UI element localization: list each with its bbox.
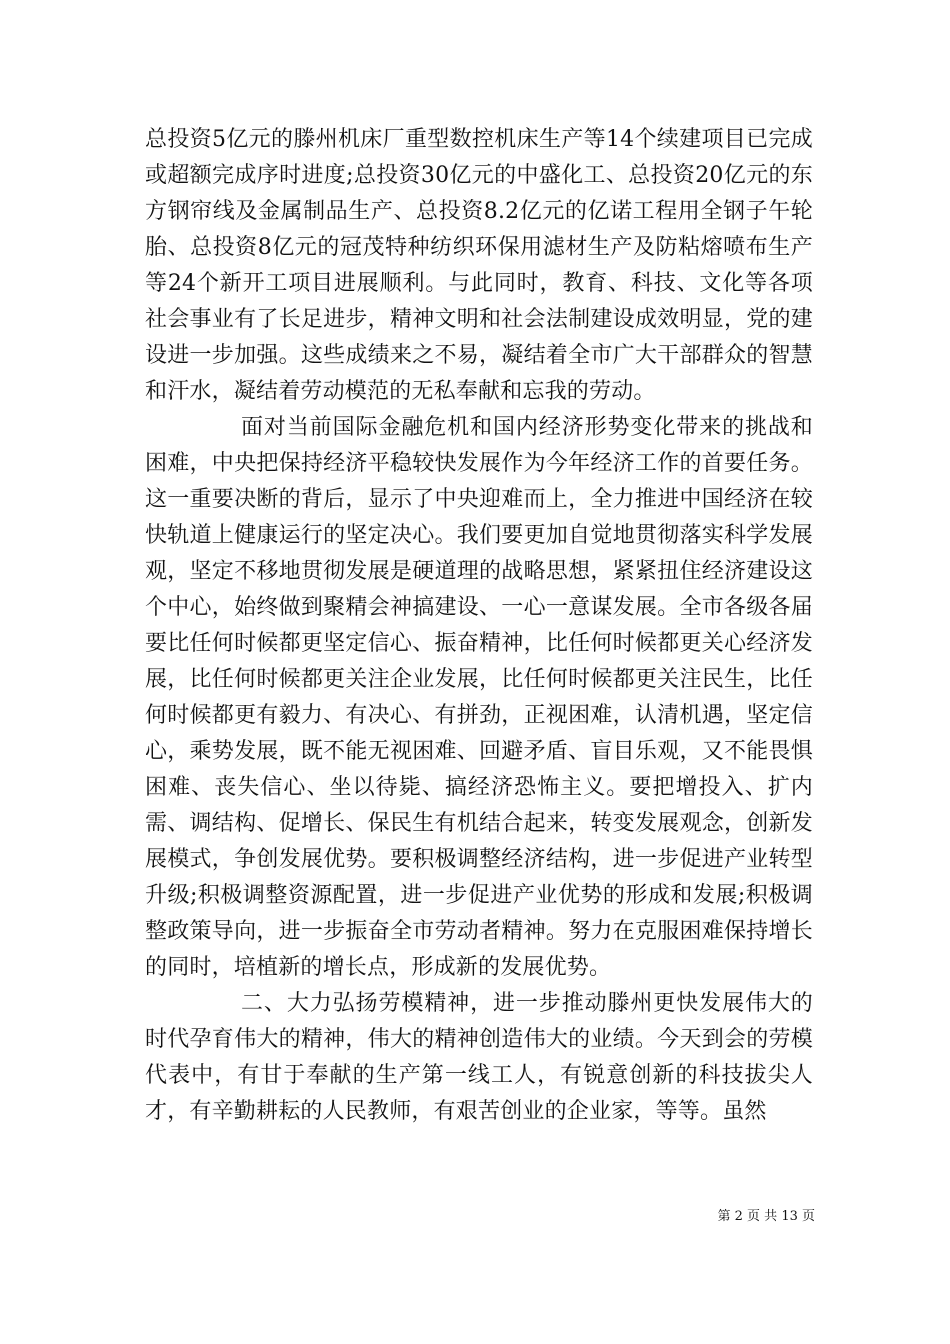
paragraph-3: 二、大力弘扬劳模精神，进一步推动滕州更快发展伟大的时代孕育伟大的精神，伟大的精神创造伟大的业绩。今天到会的劳模代表中，有甘于奉献的生产第一线工人，有锐意创新的科技拔尖人才，有辛勤耕耘的人民教师，有艰苦创业的企业家，等等。虽然: [145, 991, 813, 1124]
paragraph-1: 总投资5亿元的滕州机床厂重型数控机床生产等14个续建项目已完成或超额完成序时进度;总投资30亿元的中盛化工、总投资20亿元的东方钢帘线及金属制品生产、总投资8.2亿元的亿诺工程用全钢子午轮胎、总投资8亿元的冠茂特种纺织环保用滤材生产及防粘熔喷布生产等24个新开工项目进展顺利。与此同时，教育、科技、文化等各项社会事业有了长足进步，精神文明和社会法制建设成效明显，党的建设进一步加强。这些成绩来之不易，凝结着全市广大干部群众的智慧和汗水，凝结着劳动模范的无私奉献和忘我的劳动。: [145, 127, 813, 404]
paragraph-2: 面对当前国际金融危机和国内经济形势变化带来的挑战和困难，中央把保持经济平稳较快发展作为今年经济工作的首要任务。这一重要决断的背后，显示了中央迎难而上，全力推进中国经济在较快轨道上健康运行的坚定决心。我们要更加自觉地贯彻落实科学发展观，坚定不移地贯彻发展是硬道理的战略思想，紧紧扭住经济建设这个中心，始终做到聚精会神搞建设、一心一意谋发展。全市各级各届要比任何时候都更坚定信心、振奋精神，比任何时候都更关心经济发展，比任何时候都更关注企业发展，比任何时候都更关注民生，比任何时候都更有毅力、有决心、有拼劲，正视困难，认清机遇，坚定信心，乘势发展，既不能无视困难、回避矛盾、盲目乐观，又不能畏惧困难、丧失信心、坐以待毙、搞经济恐怖主义。要把增投入、扩内需、调结构、促增长、保民生有机结合起来，转变发展观念，创新发展模式，争创发展优势。要积极调整经济结构，进一步促进产业转型升级;积极调整资源配置，进一步促进产业优势的形成和发展;积极调整政策导向，进一步振奋全市劳动者精神。努力在克服困难保持增长的同时，培植新的增长点，形成新的发展优势。: [145, 415, 813, 980]
page-number-footer: 第 2 页 共 13 页: [717, 1209, 815, 1224]
document-body: [145, 122, 813, 1130]
